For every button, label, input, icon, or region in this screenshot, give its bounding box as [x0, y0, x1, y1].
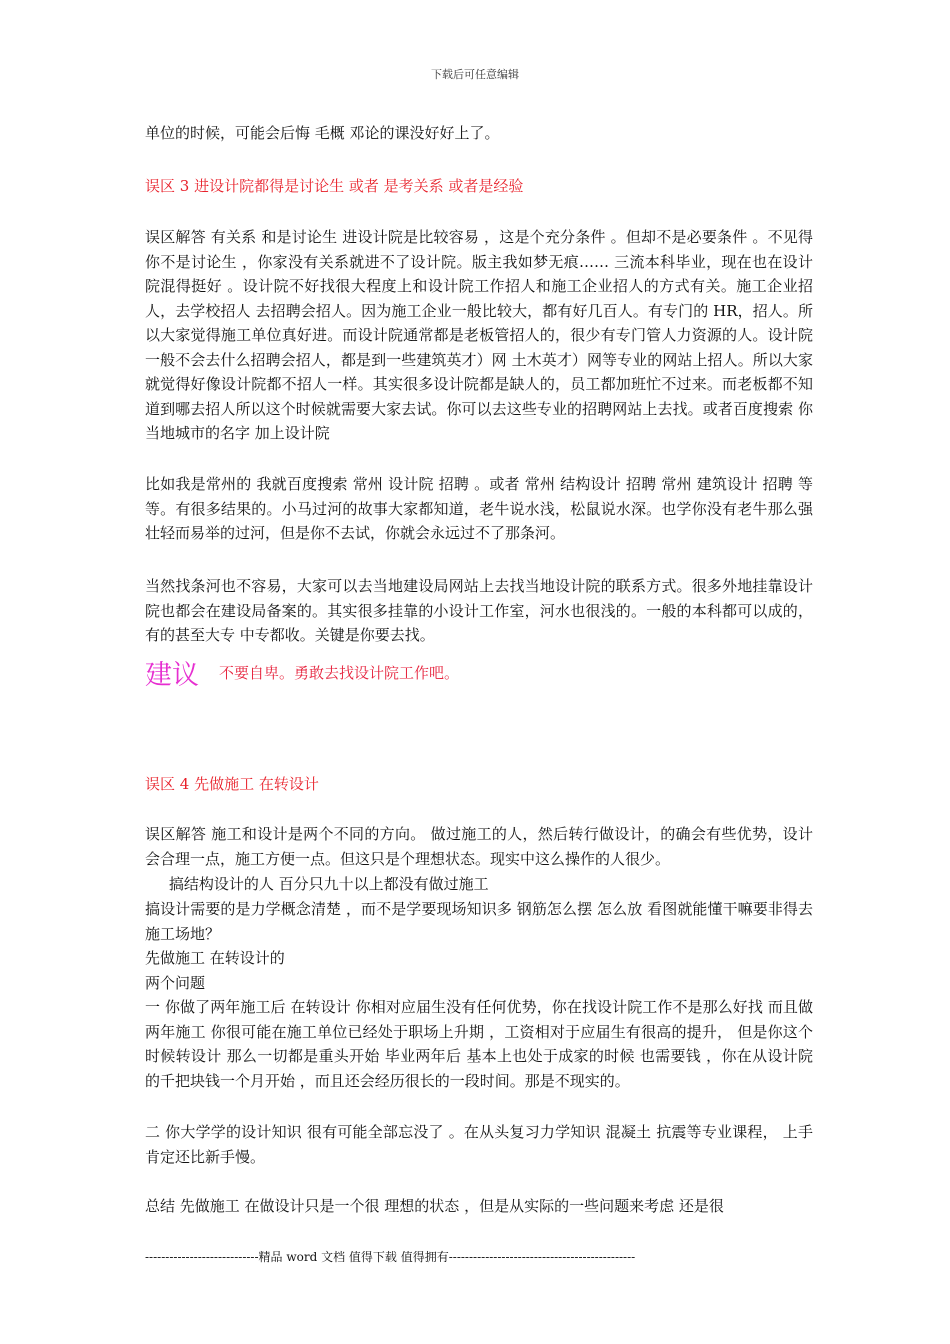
page-footer: ----------------------------精品 word 文档 值得下载 值得拥有----------------------------------------------: [145, 1250, 636, 1264]
paragraph-answer-3: 误区解答 有关系 和是讨论生 进设计院是比较容易 ，这是个充分条件 。但却不是必要条件 。不见得 你不是讨论生 ，你家没有关系就进不了设计院。版主我如梦无痕…… 三流本科毕业，现在也在设计院混得挺好 。设计院不好找很大程度上和设计院工作招人和施工企业招人的方式有关。施工企业招人，去学校招人 去招聘会招人。因为施工企业一般比较大，都有好几百人。有专门的 HR，招人。所以大家觉得施工单位真好进。而设计院通常都是老板管招人的，很少有专门管人力资源的人。设计院一般不会去什么招聘会招人，都是到一些建筑英才）网 土木英才）网等专业的网站上招人。所以大家就觉得好像设计院都不招人一样。其实很多设计院都是缺人的，员工都加班忙不过来。而老板都不知道到哪去招人所以这个时候就需要大家去试。你可以去这些专业的招聘网站上去找。或者百度搜索 你当地城市的名字 加上设计院: [145, 228, 813, 442]
paragraph-two-problems: 两个问题: [145, 974, 206, 992]
advice-label: 建议: [145, 660, 199, 691]
paragraph-summary: 总结 先做施工 在做设计只是一个很 理想的状态 ，但是从实际的一些问题来考虑 还是很: [145, 1197, 724, 1215]
paragraph-problem-two: 二 你大学学的设计知识 很有可能全部忘没了 。在从头复习力学知识 混凝土 抗震等专业课程， 上手肯定还比新手慢。: [145, 1123, 813, 1166]
paragraph-answer-4: 误区解答 施工和设计是两个不同的方向。 做过施工的人，然后转行做设计，的确会有些优势，设计会合理一点，施工方便一点。但这只是个理想状态。现实中这么操作的人很少。: [145, 825, 813, 868]
section-heading-4: 误区 4 先做施工 在转设计: [145, 775, 319, 793]
paragraph-example: 比如我是常州的 我就百度搜索 常州 设计院 招聘 。或者 常州 结构设计 招聘 常州 建筑设计 招聘 等等。有很多结果的。小马过河的故事大家都知道，老牛说水浅，松鼠说水深。也学你没有老牛那么强壮轻而易举的过河，但是你不去试，你就会永远过不了那条河。: [145, 475, 813, 542]
paragraph-first-construction: 先做施工 在转设计的: [145, 949, 285, 967]
paragraph-river: 当然找条河也不容易，大家可以去当地建设局网站上去找当地设计院的联系方式。很多外地挂靠设计院也都会在建设局备案的。其实很多挂靠的小设计工作室，河水也很浅的。一般的本科都可以成的，有的甚至大专 中专都收。关键是你要去找。: [145, 577, 813, 644]
advice-text: 不要自卑。勇敢去找设计院工作吧。: [219, 664, 460, 682]
page-header: 下载后可任意编辑: [431, 68, 519, 81]
section-heading-3: 误区 3 进设计院都得是讨论生 或者 是考关系 或者是经验: [145, 177, 524, 195]
paragraph-mechanics: 搞设计需要的是力学概念清楚 ，而不是学要现场知识多 钢筋怎么摆 怎么放 看图就能懂干嘛要非得去施工场地？: [145, 900, 813, 943]
paragraph-problem-one: 一 你做了两年施工后 在转设计 你相对应届生没有任何优势，你在找设计院工作不是那么好找 而且做两年施工 你很可能在施工单位已经处于职场上升期 ，工资相对于应届生有很高的提升， 但是你这个时候转设计 那么一切都是重头开始 毕业两年后 基本上也处于成家的时候 也需要钱 ，你在从设计院的千把块钱一个月开始 ，而且还会经历很长的一段时间。那是不现实的。: [145, 998, 813, 1090]
paragraph-structural: 搞结构设计的人 百分只九十以上都没有做过施工: [145, 875, 489, 893]
advice-line: [145, 653, 459, 692]
paragraph-intro: 单位的时候，可能会后悔 毛概 邓论的课没好好上了。: [145, 124, 500, 142]
